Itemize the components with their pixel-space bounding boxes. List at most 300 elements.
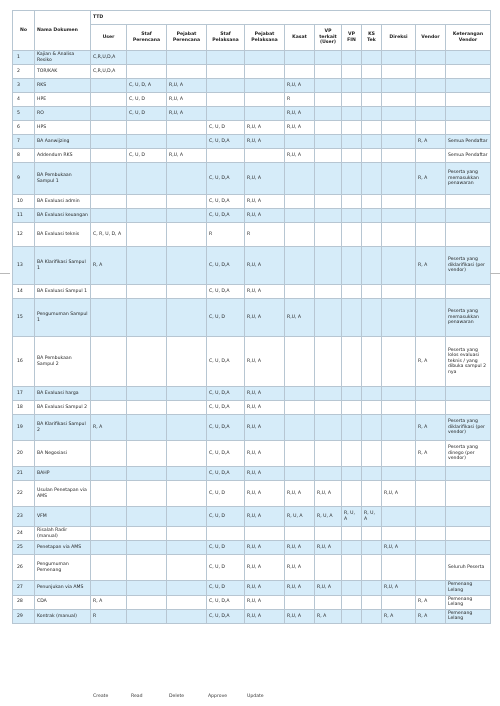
- cell-staf-perencana: [127, 527, 167, 541]
- header-direksi: Direksi: [382, 25, 416, 51]
- header-keterangan-vendor: Keterangan Vendor: [446, 25, 491, 51]
- cell-vendor: [416, 149, 446, 163]
- header-ks-tek: KS Tek: [362, 25, 382, 51]
- table-row: [13, 415, 491, 441]
- row-number: 19: [13, 415, 35, 441]
- document-name: BA Evaluasi admin: [35, 195, 91, 209]
- document-name: RO: [35, 107, 91, 121]
- cell-kasat: R,U, A: [285, 541, 315, 555]
- cell-kasat: [285, 135, 315, 149]
- cell-vp-fin: [342, 149, 362, 163]
- cell-staf-pelaksana: C, U, D,A: [207, 337, 245, 387]
- cell-staf-pelaksana: C, U, D,A: [207, 285, 245, 299]
- cell-pejabat-perencana: [167, 247, 207, 285]
- cell-keterangan-vendor: [446, 51, 491, 65]
- page-break-marker: [0, 273, 10, 274]
- cell-direksi: [382, 247, 416, 285]
- cell-user: [91, 299, 127, 337]
- cell-user: C,R,U,D,A: [91, 51, 127, 65]
- cell-vp-terkait: [315, 121, 342, 135]
- cell-vendor: R, A: [416, 135, 446, 149]
- cell-direksi: [382, 337, 416, 387]
- cell-staf-perencana: C, U, D: [127, 149, 167, 163]
- cell-direksi: R,U, A: [382, 541, 416, 555]
- cell-ks-tek: [362, 541, 382, 555]
- table-row: [13, 595, 491, 609]
- cell-staf-perencana: [127, 209, 167, 223]
- header-kasat: Kasat: [285, 25, 315, 51]
- cell-ks-tek: [362, 401, 382, 415]
- cell-kasat: [285, 65, 315, 79]
- row-number: 18: [13, 401, 35, 415]
- document-name: Risalah Radir (manual): [35, 527, 91, 541]
- cell-vp-fin: [342, 609, 362, 623]
- header-no: No: [13, 11, 35, 51]
- cell-staf-perencana: C, U, D: [127, 93, 167, 107]
- cell-vendor: R, A: [416, 337, 446, 387]
- cell-keterangan-vendor: [446, 209, 491, 223]
- table-row: [13, 527, 491, 541]
- table-row: [13, 507, 491, 527]
- cell-staf-pelaksana: C, U, D: [207, 121, 245, 135]
- cell-pejabat-perencana: [167, 527, 207, 541]
- row-number: 12: [13, 223, 35, 247]
- row-number: 7: [13, 135, 35, 149]
- cell-ks-tek: [362, 387, 382, 401]
- cell-ks-tek: [362, 209, 382, 223]
- cell-pejabat-pelaksana: R,U, A: [245, 299, 285, 337]
- row-number: 8: [13, 149, 35, 163]
- cell-direksi: [382, 135, 416, 149]
- row-number: 5: [13, 107, 35, 121]
- cell-vp-terkait: [315, 247, 342, 285]
- cell-staf-perencana: [127, 285, 167, 299]
- table-row: [13, 467, 491, 481]
- cell-vendor: [416, 195, 446, 209]
- cell-pejabat-perencana: [167, 163, 207, 195]
- cell-vendor: R, A: [416, 163, 446, 195]
- cell-vp-fin: [342, 299, 362, 337]
- table-row: [13, 65, 491, 79]
- document-name: Penetapan via AMS: [35, 541, 91, 555]
- row-number: 27: [13, 581, 35, 595]
- cell-vp-terkait: [315, 441, 342, 467]
- cell-kasat: [285, 441, 315, 467]
- cell-vendor: [416, 79, 446, 93]
- cell-kasat: [285, 209, 315, 223]
- cell-staf-pelaksana: C, U, D,A: [207, 441, 245, 467]
- cell-staf-pelaksana: R: [207, 223, 245, 247]
- cell-ks-tek: [362, 195, 382, 209]
- cell-vp-terkait: R,U, A: [315, 581, 342, 595]
- cell-direksi: [382, 223, 416, 247]
- cell-ks-tek: [362, 163, 382, 195]
- cell-ks-tek: [362, 223, 382, 247]
- cell-direksi: [382, 387, 416, 401]
- cell-keterangan-vendor: [446, 387, 491, 401]
- cell-direksi: [382, 507, 416, 527]
- cell-pejabat-pelaksana: R,U, A: [245, 555, 285, 581]
- cell-keterangan-vendor: [446, 223, 491, 247]
- cell-pejabat-pelaksana: R,U, A: [245, 337, 285, 387]
- cell-pejabat-perencana: [167, 415, 207, 441]
- cell-staf-pelaksana: C, U, D,A: [207, 595, 245, 609]
- cell-direksi: [382, 299, 416, 337]
- cell-vp-fin: [342, 555, 362, 581]
- cell-ks-tek: [362, 467, 382, 481]
- cell-staf-perencana: [127, 581, 167, 595]
- cell-staf-perencana: [127, 609, 167, 623]
- cell-pejabat-pelaksana: R,U, A: [245, 441, 285, 467]
- cell-pejabat-perencana: [167, 51, 207, 65]
- cell-kasat: [285, 247, 315, 285]
- cell-kasat: [285, 467, 315, 481]
- cell-pejabat-perencana: [167, 195, 207, 209]
- cell-keterangan-vendor: [446, 481, 491, 507]
- cell-pejabat-pelaksana: R,U, A: [245, 401, 285, 415]
- row-number: 24: [13, 527, 35, 541]
- cell-user: [91, 209, 127, 223]
- cell-vendor: [416, 527, 446, 541]
- cell-pejabat-pelaksana: R,U, A: [245, 387, 285, 401]
- cell-vp-fin: [342, 541, 362, 555]
- cell-direksi: [382, 65, 416, 79]
- cell-vendor: R, A: [416, 595, 446, 609]
- cell-kasat: [285, 285, 315, 299]
- cell-ks-tek: [362, 135, 382, 149]
- cell-keterangan-vendor: [446, 107, 491, 121]
- document-name: BA Klarifikasi Sampul 2: [35, 415, 91, 441]
- cell-pejabat-pelaksana: R,U, A: [245, 541, 285, 555]
- cell-vendor: [416, 121, 446, 135]
- document-name: BA Evaluasi harga: [35, 387, 91, 401]
- cell-keterangan-vendor: [446, 467, 491, 481]
- cell-user: [91, 467, 127, 481]
- cell-pejabat-perencana: [167, 223, 207, 247]
- cell-staf-pelaksana: C, U, D,A: [207, 209, 245, 223]
- cell-direksi: R,U, A: [382, 481, 416, 507]
- cell-kasat: R,U, A: [285, 481, 315, 507]
- cell-ks-tek: [362, 595, 382, 609]
- cell-vp-terkait: [315, 65, 342, 79]
- table-row: [13, 135, 491, 149]
- table-row: [13, 79, 491, 93]
- cell-kasat: R: [285, 93, 315, 107]
- cell-vendor: [416, 107, 446, 121]
- table-row: [13, 337, 491, 387]
- cell-vp-fin: [342, 285, 362, 299]
- cell-vp-fin: [342, 195, 362, 209]
- header-vp-fin: VP FIN: [342, 25, 362, 51]
- cell-kasat: R,U, A: [285, 149, 315, 163]
- cell-pejabat-perencana: [167, 121, 207, 135]
- cell-pejabat-pelaksana: [245, 149, 285, 163]
- cell-direksi: [382, 121, 416, 135]
- cell-pejabat-pelaksana: R,U, A: [245, 135, 285, 149]
- cell-staf-pelaksana: C, U, D: [207, 507, 245, 527]
- cell-vendor: [416, 581, 446, 595]
- cell-staf-pelaksana: C, U, D,A: [207, 247, 245, 285]
- cell-staf-perencana: [127, 401, 167, 415]
- cell-staf-perencana: [127, 507, 167, 527]
- cell-pejabat-perencana: [167, 285, 207, 299]
- document-name: BAHP: [35, 467, 91, 481]
- cell-staf-perencana: [127, 51, 167, 65]
- legend-update: Update: [247, 694, 264, 699]
- cell-pejabat-perencana: [167, 467, 207, 481]
- cell-vp-terkait: [315, 387, 342, 401]
- row-number: 14: [13, 285, 35, 299]
- cell-staf-pelaksana: C, U, D: [207, 299, 245, 337]
- cell-keterangan-vendor: [446, 121, 491, 135]
- cell-direksi: [382, 401, 416, 415]
- cell-vendor: R, A: [416, 609, 446, 623]
- cell-staf-pelaksana: [207, 107, 245, 121]
- cell-keterangan-vendor: Peserta yang memasukkan penawaran: [446, 163, 491, 195]
- cell-ks-tek: [362, 415, 382, 441]
- cell-user: [91, 401, 127, 415]
- cell-vp-terkait: [315, 195, 342, 209]
- header-nama-dokumen: Nama Dokumen: [35, 11, 91, 51]
- cell-staf-pelaksana: C, U, D: [207, 481, 245, 507]
- cell-staf-perencana: [127, 163, 167, 195]
- cell-ks-tek: [362, 79, 382, 93]
- cell-pejabat-perencana: [167, 135, 207, 149]
- row-number: 4: [13, 93, 35, 107]
- cell-vp-fin: [342, 121, 362, 135]
- table-row: [13, 107, 491, 121]
- table-row: [13, 609, 491, 623]
- cell-keterangan-vendor: Peserta yang diklarifikasi (per vendor): [446, 415, 491, 441]
- cell-pejabat-pelaksana: [245, 65, 285, 79]
- cell-ks-tek: R, U, A: [362, 507, 382, 527]
- cell-vp-terkait: [315, 467, 342, 481]
- cell-staf-pelaksana: C, U, D,A: [207, 163, 245, 195]
- cell-keterangan-vendor: Peserta yang diklarifikasi (per vendor): [446, 247, 491, 285]
- cell-vp-fin: [342, 581, 362, 595]
- cell-user: [91, 93, 127, 107]
- row-number: 20: [13, 441, 35, 467]
- cell-staf-perencana: [127, 247, 167, 285]
- cell-user: [91, 387, 127, 401]
- cell-pejabat-perencana: R,U, A: [167, 107, 207, 121]
- cell-kasat: R,U, A: [285, 299, 315, 337]
- cell-user: [91, 507, 127, 527]
- cell-ks-tek: [362, 247, 382, 285]
- cell-vp-fin: [342, 441, 362, 467]
- cell-vp-terkait: [315, 285, 342, 299]
- table-row: [13, 541, 491, 555]
- cell-user: [91, 581, 127, 595]
- cell-vp-terkait: [315, 595, 342, 609]
- cell-pejabat-perencana: [167, 299, 207, 337]
- table-header: [13, 11, 491, 51]
- cell-vp-terkait: [315, 527, 342, 541]
- cell-user: [91, 149, 127, 163]
- cell-user: [91, 441, 127, 467]
- cell-direksi: [382, 415, 416, 441]
- approval-matrix-table: [12, 10, 491, 624]
- legend-read: Read: [131, 694, 143, 699]
- cell-keterangan-vendor: Semua Pendaftar: [446, 135, 491, 149]
- table-row: [13, 93, 491, 107]
- row-number: 21: [13, 467, 35, 481]
- document-name: Kajian & Analisa Resiko: [35, 51, 91, 65]
- cell-staf-perencana: [127, 541, 167, 555]
- cell-kasat: [285, 415, 315, 441]
- cell-keterangan-vendor: [446, 79, 491, 93]
- document-name: Addendum RKS: [35, 149, 91, 163]
- cell-kasat: [285, 337, 315, 387]
- cell-vendor: [416, 387, 446, 401]
- cell-pejabat-perencana: [167, 555, 207, 581]
- cell-keterangan-vendor: [446, 195, 491, 209]
- row-number: 17: [13, 387, 35, 401]
- cell-keterangan-vendor: [446, 285, 491, 299]
- document-name: Kontrak (manual): [35, 609, 91, 623]
- cell-pejabat-pelaksana: R,U, A: [245, 285, 285, 299]
- cell-staf-perencana: [127, 299, 167, 337]
- row-number: 22: [13, 481, 35, 507]
- cell-kasat: [285, 163, 315, 195]
- cell-vp-fin: [342, 467, 362, 481]
- row-number: 3: [13, 79, 35, 93]
- cell-pejabat-pelaksana: [245, 527, 285, 541]
- document-name: HPE: [35, 93, 91, 107]
- cell-user: [91, 121, 127, 135]
- header-vendor: Vendor: [416, 25, 446, 51]
- cell-direksi: [382, 209, 416, 223]
- cell-staf-perencana: [127, 555, 167, 581]
- cell-ks-tek: [362, 555, 382, 581]
- document-name: CDA: [35, 595, 91, 609]
- table-row: [13, 285, 491, 299]
- cell-pejabat-pelaksana: R,U, A: [245, 481, 285, 507]
- row-number: 2: [13, 65, 35, 79]
- table-row: [13, 247, 491, 285]
- legend-approve: Approve: [208, 694, 228, 699]
- cell-vp-fin: [342, 107, 362, 121]
- cell-kasat: R,U, A: [285, 121, 315, 135]
- cell-staf-perencana: [127, 387, 167, 401]
- cell-ks-tek: [362, 107, 382, 121]
- cell-kasat: R, U, A: [285, 507, 315, 527]
- cell-staf-perencana: [127, 415, 167, 441]
- cell-vp-fin: [342, 595, 362, 609]
- cell-vp-fin: [342, 163, 362, 195]
- cell-ks-tek: [362, 299, 382, 337]
- document-name: Usulan Penetapan via AMS: [35, 481, 91, 507]
- cell-vp-terkait: [315, 163, 342, 195]
- cell-pejabat-pelaksana: R,U, A: [245, 163, 285, 195]
- cell-pejabat-pelaksana: R,U, A: [245, 209, 285, 223]
- header-pejabat-perencana: Pejabat Perencana: [167, 25, 207, 51]
- row-number: 28: [13, 595, 35, 609]
- cell-ks-tek: [362, 337, 382, 387]
- table-row: [13, 121, 491, 135]
- cell-vp-fin: [342, 223, 362, 247]
- cell-keterangan-vendor: Pemenang Lelang: [446, 581, 491, 595]
- cell-vp-terkait: [315, 79, 342, 93]
- cell-staf-pelaksana: [207, 527, 245, 541]
- document-name: BA Klarifikasi Sampul 1: [35, 247, 91, 285]
- cell-user: [91, 195, 127, 209]
- header-pejabat-pelaksana: Pejabat Pelaksana: [245, 25, 285, 51]
- cell-vp-terkait: [315, 51, 342, 65]
- cell-ks-tek: [362, 441, 382, 467]
- row-number: 25: [13, 541, 35, 555]
- cell-vp-terkait: [315, 107, 342, 121]
- cell-pejabat-pelaksana: R,U, A: [245, 247, 285, 285]
- cell-staf-perencana: C, U, D: [127, 107, 167, 121]
- cell-user: R: [91, 609, 127, 623]
- cell-vendor: R, A: [416, 441, 446, 467]
- cell-vendor: [416, 209, 446, 223]
- cell-vp-fin: [342, 135, 362, 149]
- header-staf-perencana: Staf Perencana: [127, 25, 167, 51]
- cell-kasat: [285, 223, 315, 247]
- document-name: BA Evaluasi keuangan: [35, 209, 91, 223]
- cell-user: [91, 163, 127, 195]
- cell-vendor: [416, 507, 446, 527]
- cell-vendor: [416, 285, 446, 299]
- cell-pejabat-pelaksana: [245, 51, 285, 65]
- table-row: [13, 299, 491, 337]
- cell-pejabat-pelaksana: [245, 79, 285, 93]
- document-name: Pengumuman Sampul 1: [35, 299, 91, 337]
- cell-staf-pelaksana: [207, 79, 245, 93]
- cell-vendor: [416, 299, 446, 337]
- cell-kasat: [285, 595, 315, 609]
- cell-staf-pelaksana: C, U, D,A: [207, 401, 245, 415]
- cell-vendor: [416, 541, 446, 555]
- cell-kasat: R,U, A: [285, 581, 315, 595]
- cell-vp-terkait: [315, 555, 342, 581]
- document-name: BA Aanwijzing: [35, 135, 91, 149]
- cell-kasat: [285, 527, 315, 541]
- cell-keterangan-vendor: [446, 527, 491, 541]
- legend: [0, 694, 500, 704]
- cell-ks-tek: [362, 527, 382, 541]
- cell-staf-pelaksana: C, U, D,A: [207, 135, 245, 149]
- cell-direksi: [382, 527, 416, 541]
- legend-delete: Delete: [169, 694, 185, 699]
- cell-vp-terkait: [315, 209, 342, 223]
- cell-direksi: [382, 467, 416, 481]
- cell-pejabat-pelaksana: R: [245, 223, 285, 247]
- cell-staf-pelaksana: C, U, D,A: [207, 415, 245, 441]
- cell-direksi: [382, 107, 416, 121]
- cell-pejabat-pelaksana: [245, 93, 285, 107]
- cell-vp-terkait: [315, 93, 342, 107]
- cell-user: [91, 337, 127, 387]
- table-row: [13, 481, 491, 507]
- cell-ks-tek: [362, 285, 382, 299]
- cell-vp-terkait: R,U, A: [315, 481, 342, 507]
- row-number: 11: [13, 209, 35, 223]
- table-row: [13, 163, 491, 195]
- header-user: User: [91, 25, 127, 51]
- document-sheet: [12, 10, 490, 624]
- cell-user: C,R,U,D,A: [91, 65, 127, 79]
- cell-pejabat-pelaksana: R,U, A: [245, 415, 285, 441]
- cell-ks-tek: [362, 609, 382, 623]
- cell-pejabat-perencana: [167, 401, 207, 415]
- cell-kasat: R,U, A: [285, 609, 315, 623]
- cell-user: [91, 555, 127, 581]
- cell-vp-terkait: [315, 223, 342, 247]
- cell-direksi: [382, 195, 416, 209]
